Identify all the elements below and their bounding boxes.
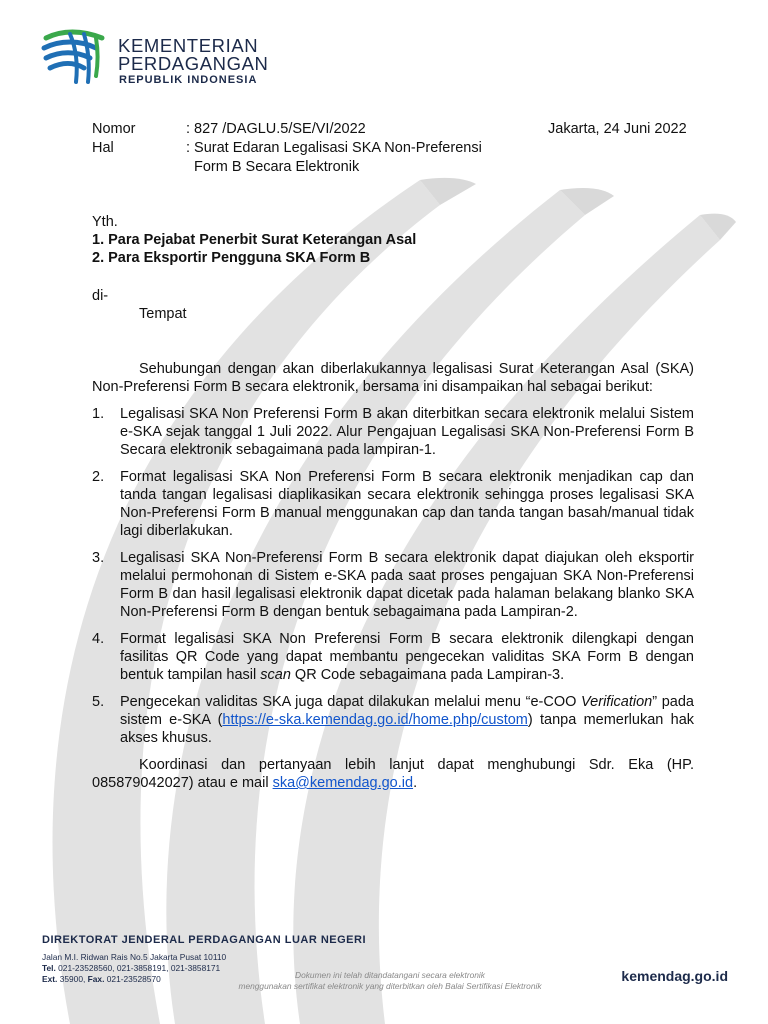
footer-ext-fax (42, 974, 161, 985)
addressee-line1: 1. Para Pejabat Penerbit Surat Keterangan Asal (92, 232, 417, 248)
list-item-number: 4. (92, 631, 105, 647)
nomor-value: : 827 /DAGLU.5/SE/VI/2022 (186, 121, 366, 137)
hal-value-line1: : Surat Edaran Legalisasi SKA Non-Preferensi (186, 140, 482, 156)
addressee-tempat: Tempat (139, 306, 187, 322)
list-item-number: 3. (92, 550, 105, 566)
logo-text-line2: PERDAGANGAN (118, 53, 269, 74)
list-item-text (120, 631, 694, 683)
list-item (92, 693, 694, 747)
contact-email-link[interactable]: ska@kemendag.go.id (272, 775, 414, 791)
list-item-text-italic: scan (260, 667, 291, 683)
list-item-text-part: ” pada sistem e-SKA ( (120, 694, 694, 728)
ministry-logo (40, 24, 300, 88)
e-signature-note-line1: Dokumen ini telah ditandatangani secara elektronik (295, 970, 485, 980)
logo-text-line3: REPUBLIK INDONESIA (119, 74, 258, 86)
salutation-yth: Yth. (92, 214, 118, 230)
list-item-text: Legalisasi SKA Non Preferensi Form B akan diterbitkan secara elektronik melalui Sistem e-SKA sejak tanggal 1 Juli 2022. Alur Pengajuan Legalisasi SKA Non-Preferensi Form B Secara elektronik sebagaimana pada lampiran-1. (120, 406, 694, 458)
list-item-text: Format legalisasi SKA Non Preferensi Form B secara elektronik menjadikan cap dan tanda tangan legalisasi diaplikasikan secara elektronik sehingga proses legalisasi SKA Non-Preferensi Form B manual menggunakan cap dan tanda tangan basah/manual tidak lagi diberlakukan. (120, 469, 694, 539)
logo-text-line1: KEMENTERIAN (118, 35, 259, 56)
list-item (92, 549, 694, 621)
hal-value-line2: Form B Secara Elektronik (194, 159, 360, 175)
intro-paragraph: Sehubungan dengan akan diberlakukannya legalisasi Surat Keterangan Asal (SKA) Non-Preferensi Form B secara elektronik, bersama ini disampaikan hal sebagai berikut: (92, 361, 694, 395)
e-signature-note-line2: menggunakan sertifikat elektronik yang diterbitkan oleh Balai Sertifikasi Elektronik (238, 981, 542, 991)
list-item-text (120, 694, 694, 746)
list-item (92, 630, 694, 684)
closing-text: Koordinasi dan pertanyaan lebih lanjut dapat menghubungi Sdr. Eka (HP. 085879042027) atau e mail (92, 757, 694, 791)
list-item-text-part: ) tanpa memerlukan hak akses khusus. (120, 712, 695, 746)
footer-tel-value: 021-23528560, 021-3858191, 021-3858171 (55, 963, 221, 973)
footer-tel-label: Tel. (42, 963, 56, 973)
list-item (92, 405, 694, 459)
list-item-number: 1. (92, 406, 105, 422)
footer-ext-label: Ext. (42, 974, 58, 984)
ministry-emblem-icon (40, 24, 108, 86)
addressee-line2: 2. Para Eksportir Pengguna SKA Form B (92, 250, 371, 266)
list-item-text-part: Pengecekan validitas SKA juga dapat dilakukan melalui menu “e-COO (120, 694, 582, 710)
list-item-text-italic: Verification (581, 694, 653, 710)
footer-fax-value: 021-23528570 (104, 974, 161, 984)
nomor-label: Nomor (92, 121, 136, 137)
points-list (92, 405, 694, 756)
footer-fax-label: Fax. (87, 974, 105, 984)
list-item-number: 5. (92, 694, 105, 710)
footer-ext-value: 35900, (57, 974, 88, 984)
footer-phone (42, 963, 220, 974)
list-item (92, 468, 694, 540)
footer-address: Jalan M.I. Ridwan Rais No.5 Jakarta Pusat 10110 (42, 952, 227, 962)
list-item-text-part: Format legalisasi SKA Non Preferensi Form B secara elektronik dilengkapi dengan fasilitas QR Code yang dapat membantu pengecekan validitas SKA Form B dengan bentuk tampilan hasil (120, 631, 694, 683)
letter-date: Jakarta, 24 Juni 2022 (548, 121, 687, 137)
closing-text-end: . (413, 775, 418, 791)
hal-label: Hal (92, 140, 114, 156)
footer-directorate-title: DIREKTORAT JENDERAL PERDAGANGAN LUAR NEGERI (42, 934, 367, 946)
list-item-text-part: QR Code sebagaimana pada Lampiran-3. (290, 667, 565, 683)
addressee-di: di- (92, 288, 109, 304)
footer-website: kemendag.go.id (621, 968, 728, 984)
eska-verification-link[interactable]: https://e-ska.kemendag.go.id/home.php/custom (222, 712, 528, 728)
closing-paragraph (92, 756, 694, 792)
list-item-text: Legalisasi SKA Non-Preferensi Form B secara elektronik dapat diajukan oleh eksportir melalui permohonan di Sistem e-SKA pada saat proses pengajuan SKA Non-Preferensi Form B dan hasil legalisasi elektronik dapat dicetak pada halaman belakang blanko SKA Non-Preferensi Form B dengan bentuk sebagaimana pada Lampiran-2. (120, 550, 694, 620)
list-item-number: 2. (92, 469, 105, 485)
